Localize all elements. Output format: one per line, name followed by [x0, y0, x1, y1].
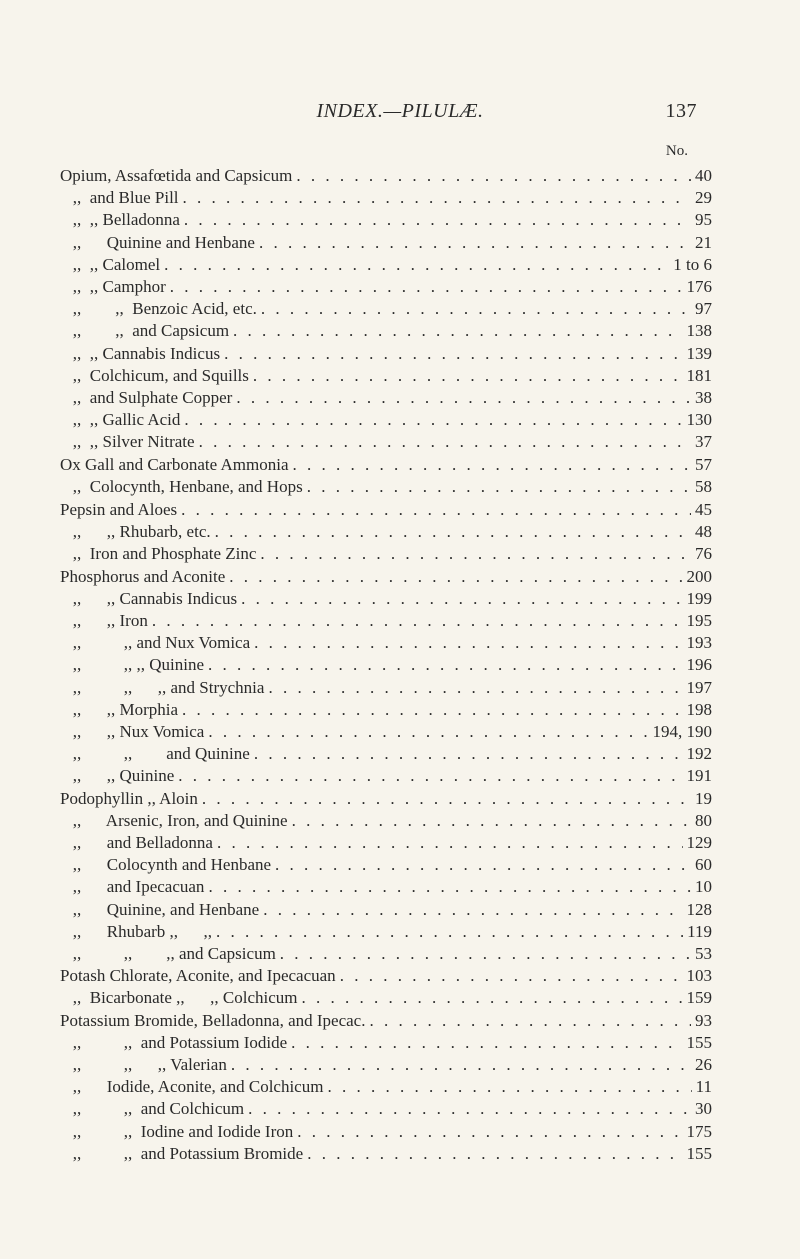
- dot-leader: [204, 655, 682, 675]
- entry-label: Phosphorus and Aconite: [60, 566, 226, 586]
- entry-label: ,, ,, Rhubarb, etc.: [60, 522, 211, 542]
- dot-leader: [288, 811, 691, 831]
- dot-leader: [292, 166, 691, 186]
- index-entry: [60, 500, 712, 522]
- index-entry: [60, 722, 712, 744]
- index-entry: [60, 388, 712, 410]
- entry-number: 195: [686, 611, 712, 630]
- entry-number: 175: [686, 1121, 712, 1141]
- page-number: 137: [665, 100, 697, 122]
- entry-label: ,, ,, Camphor: [60, 277, 166, 296]
- entry-label: ,, and Sulphate Copper: [60, 388, 233, 407]
- entry-number: 95: [695, 210, 712, 230]
- index-entry: [60, 455, 712, 477]
- entry-number: 130: [686, 410, 712, 430]
- entry-label: ,, and Belladonna: [60, 833, 213, 852]
- index-entry: [60, 922, 712, 944]
- dot-leader: [250, 744, 683, 764]
- entry-number: 38: [695, 388, 712, 407]
- entry-label: ,, ,, Morphia: [60, 699, 179, 719]
- entry-number: 76: [695, 544, 712, 564]
- entry-label: Potassium Bromide, Belladonna, and Ipecac.: [60, 1010, 366, 1030]
- dot-leader: [250, 633, 682, 653]
- index-entry: [60, 255, 712, 277]
- index-entry: [60, 432, 712, 454]
- dot-leader: [237, 589, 682, 609]
- entry-number: 155: [686, 1032, 712, 1052]
- dot-leader: [287, 1033, 682, 1053]
- entry-label: ,, ,, Nux Vomica: [60, 722, 205, 741]
- index-entry: [60, 611, 712, 633]
- dot-leader: [180, 210, 691, 230]
- entry-number: 159: [686, 988, 712, 1008]
- index-entry: [60, 1122, 712, 1144]
- entry-label: Ox Gall and Carbonate Ammonia: [60, 454, 289, 474]
- entry-label: ,, Bicarbonate ,, ,, Colchicum: [60, 988, 298, 1008]
- entry-number: 40: [695, 166, 712, 185]
- dot-leader: [271, 855, 691, 875]
- dot-leader: [259, 900, 682, 920]
- index-entry: [60, 166, 712, 188]
- index-entry: [60, 744, 712, 766]
- dot-leader: [257, 299, 691, 319]
- dot-leader: [204, 877, 691, 897]
- entry-label: ,, ,, and Nux Vomica: [60, 633, 251, 653]
- index-entry: [60, 1077, 712, 1099]
- index-entry: [60, 833, 712, 855]
- dot-leader: [195, 432, 691, 452]
- dot-leader: [166, 277, 683, 297]
- index-entry: [60, 410, 712, 432]
- entry-number: 1 to 6: [673, 254, 712, 274]
- dot-leader: [148, 611, 683, 631]
- dot-leader: [178, 700, 682, 720]
- entry-number: 103: [686, 966, 712, 986]
- index-entry: [60, 966, 712, 988]
- entry-label: ,, ,, Belladonna: [60, 210, 180, 230]
- entry-label: ,, ,, ,, and Capsicum: [60, 944, 276, 963]
- index-entry: [60, 678, 712, 700]
- dot-leader: [264, 678, 682, 698]
- entry-number: 21: [695, 232, 712, 252]
- entry-label: ,, Iron and Phosphate Zinc: [60, 544, 257, 564]
- index-entry: [60, 988, 712, 1010]
- entry-number: 97: [695, 299, 712, 319]
- index-entry: [60, 766, 712, 788]
- entry-label: ,, ,, and Potassium Bromide: [60, 1143, 304, 1163]
- index-entry: [60, 344, 712, 366]
- dot-leader: [174, 766, 682, 786]
- entry-label: ,, Rhubarb ,, ,,: [60, 921, 213, 941]
- entry-label: ,, ,, ,, Valerian: [60, 1055, 227, 1074]
- dot-leader: [289, 455, 691, 475]
- entry-number: 193: [686, 633, 712, 653]
- entry-label: ,, Iodide, Aconite, and Colchicum: [60, 1077, 324, 1097]
- index-entry: [60, 277, 712, 299]
- entry-number: 10: [695, 877, 712, 897]
- dot-leader: [213, 833, 683, 853]
- entry-label: ,, Colocynth, Henbane, and Hops: [60, 476, 303, 496]
- entry-number: 197: [686, 677, 712, 697]
- index-entry: [60, 366, 712, 388]
- dot-leader: [323, 1077, 691, 1097]
- entry-number: 45: [695, 500, 712, 519]
- entry-label: ,, ,, Cannabis Indicus: [60, 343, 221, 363]
- entry-label: ,, ,, and Quinine: [60, 744, 250, 764]
- dot-leader: [179, 188, 691, 208]
- dot-leader: [244, 1099, 691, 1119]
- entry-label: ,, ,, Quinine: [60, 766, 175, 786]
- entry-number: 29: [695, 188, 712, 208]
- index-entry: [60, 655, 712, 677]
- entry-label: ,, ,, ,, and Strychnia: [60, 677, 265, 697]
- index-entry: [60, 855, 712, 877]
- entry-label: Potash Chlorate, Aconite, and Ipecacuan: [60, 966, 336, 986]
- entry-label: ,, ,, Iron: [60, 611, 148, 630]
- dot-leader: [249, 366, 683, 386]
- index-entry: [60, 522, 712, 544]
- dot-leader: [303, 1144, 682, 1164]
- entry-label: Pepsin and Aloes: [60, 500, 178, 519]
- dot-leader: [255, 233, 691, 253]
- index-entry: [60, 567, 712, 589]
- dot-leader: [256, 544, 691, 564]
- dot-leader: [297, 988, 682, 1008]
- entry-label: ,, Colchicum, and Squills: [60, 365, 249, 385]
- entry-number: 128: [686, 899, 712, 919]
- index-entry: [60, 633, 712, 655]
- entry-number: 181: [686, 365, 712, 385]
- entry-label: Opium, Assafœtida and Capsicum: [60, 166, 293, 185]
- entry-label: ,, Quinine and Henbane: [60, 232, 255, 252]
- entry-label: ,, ,, ,, Quinine: [60, 655, 205, 675]
- entry-label: ,, ,, Silver Nitrate: [60, 432, 195, 452]
- entry-number: 58: [695, 476, 712, 496]
- entry-label: ,, ,, Calomel: [60, 254, 161, 274]
- entry-label: ,, ,, Benzoic Acid, etc.: [60, 299, 257, 319]
- index-entry: [60, 233, 712, 255]
- page-title: INDEX.—PILULÆ.: [316, 100, 484, 122]
- index-entry: [60, 210, 712, 232]
- dot-leader: [303, 477, 691, 497]
- dot-leader: [276, 944, 691, 964]
- entry-number: 60: [695, 855, 712, 875]
- entry-number: 176: [686, 277, 712, 296]
- index-entry: [60, 877, 712, 899]
- entry-label: ,, Colocynth and Henbane: [60, 855, 272, 875]
- index-entry: [60, 944, 712, 966]
- index-entry: [60, 1033, 712, 1055]
- entry-number: 119: [687, 921, 712, 941]
- entry-label: ,, Arsenic, Iron, and Quinine: [60, 810, 288, 830]
- entry-number: 30: [695, 1099, 712, 1119]
- index-entry: [60, 589, 712, 611]
- entry-number: 139: [686, 343, 712, 363]
- index-entry: [60, 544, 712, 566]
- entry-number: 196: [686, 655, 712, 675]
- dot-leader: [225, 567, 682, 587]
- entry-label: ,, ,, and Capsicum: [60, 321, 230, 341]
- entry-label: ,, and Ipecacuan: [60, 877, 205, 897]
- entry-number: 37: [695, 432, 712, 452]
- entry-number: 48: [695, 522, 712, 542]
- entry-number: 53: [695, 944, 712, 963]
- entry-label: ,, and Blue Pill: [60, 188, 179, 208]
- entry-number: 200: [686, 566, 712, 586]
- index-entry: [60, 1055, 712, 1077]
- entry-number: 129: [686, 833, 712, 852]
- index-entry: [60, 1011, 712, 1033]
- index-entry: [60, 299, 712, 321]
- dot-leader: [229, 321, 682, 341]
- dot-leader: [227, 1055, 691, 1075]
- dot-leader: [293, 1122, 682, 1142]
- entry-label: ,, ,, Gallic Acid: [60, 410, 181, 430]
- entry-number: 198: [686, 699, 712, 719]
- index-entry: [60, 700, 712, 722]
- index-entry: [60, 900, 712, 922]
- dot-leader: [220, 344, 682, 364]
- entry-number: 155: [686, 1143, 712, 1163]
- dot-leader: [232, 388, 691, 408]
- index-entry: [60, 789, 712, 811]
- index-entry: [60, 188, 712, 210]
- index-entry: [60, 1099, 712, 1121]
- index-entry: [60, 477, 712, 499]
- entry-number: 191: [686, 766, 712, 786]
- entry-label: ,, Quinine, and Henbane: [60, 899, 260, 919]
- dot-leader: [211, 522, 691, 542]
- entry-number: 93: [695, 1010, 712, 1030]
- entry-label: ,, ,, and Potassium Iodide: [60, 1032, 288, 1052]
- entry-number: 26: [695, 1055, 712, 1074]
- dot-leader: [336, 966, 683, 986]
- entry-label: ,, ,, Iodine and Iodide Iron: [60, 1121, 294, 1141]
- dot-leader: [198, 789, 691, 809]
- dot-leader: [204, 722, 648, 742]
- entry-number: 138: [686, 321, 712, 341]
- entry-number: 57: [695, 454, 712, 474]
- entry-number: 199: [686, 588, 712, 608]
- dot-leader: [160, 255, 669, 275]
- dot-leader: [177, 500, 691, 520]
- entry-label: ,, ,, and Colchicum: [60, 1099, 245, 1119]
- dot-leader: [212, 922, 683, 942]
- index-entry: [60, 811, 712, 833]
- entry-label: ,, ,, Cannabis Indicus: [60, 588, 238, 608]
- entry-number: 80: [695, 810, 712, 830]
- dot-leader: [180, 410, 682, 430]
- index-entry: [60, 321, 712, 343]
- entry-number: 11: [695, 1077, 712, 1097]
- entry-number: 194, 190: [652, 722, 712, 741]
- index-entry: [60, 1144, 712, 1166]
- dot-leader: [365, 1011, 691, 1031]
- number-column-header: No.: [665, 143, 688, 159]
- entry-label: Podophyllin ,, Aloin: [60, 788, 198, 808]
- entry-number: 19: [695, 788, 712, 808]
- entry-number: 192: [686, 744, 712, 764]
